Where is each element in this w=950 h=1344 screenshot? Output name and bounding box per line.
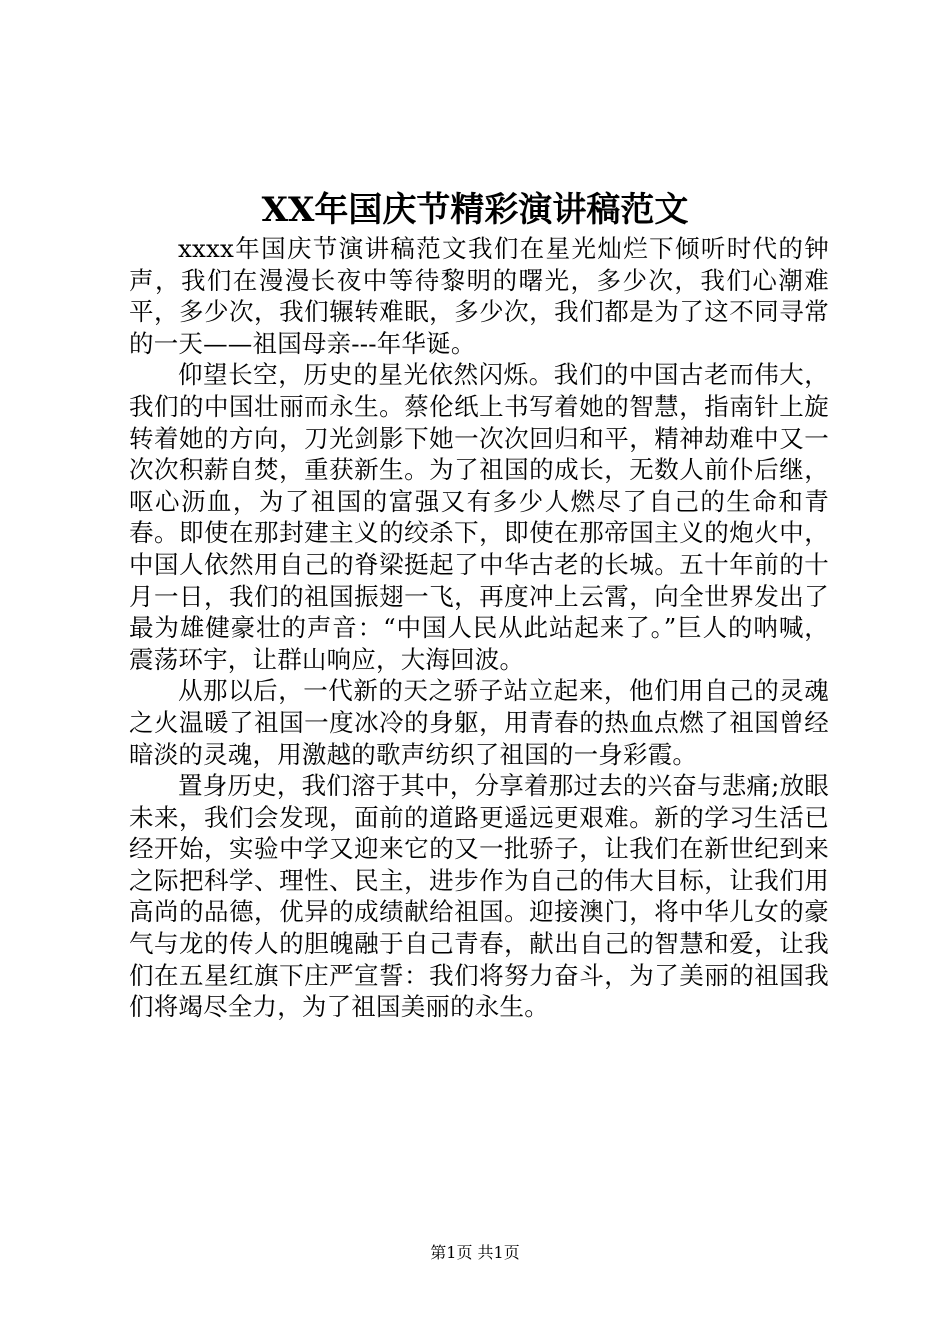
document-body (129, 233, 829, 1023)
paragraph-2: 仰望长空，历史的星光依然闪烁。我们的中国古老而伟大，我们的中国壮丽而永生。蔡伦纸上书写着她的智慧，指南针上旋转着她的方向，刀光剑影下她一次次回归和平，精神劫难中又一次次积薪自焚，重获新生。为了祖国的成长，无数人前仆后继，呕心沥血，为了祖国的富强又有多少人燃尽了自己的生命和青春。即使在那封建主义的绞杀下，即使在那帝国主义的炮火中，中国人依然用自己的脊梁挺起了中华古老的长城。五十年前的十月一日，我们的祖国振翅一飞，再度冲上云霄，向全世界发出了最为雄健豪壮的声音：“中国人民从此站起来了。”巨人的呐喊，震荡环宇，让群山响应，大海回波。 (129, 360, 829, 674)
paragraph-4: 置身历史，我们溶于其中，分享着那过去的兴奋与悲痛;放眼未来，我们会发现，面前的道路更遥远更艰难。新的学习生活已经开始，实验中学又迎来它的又一批骄子，让我们在新世纪到来之际把科学、理性、民主，进步作为自己的伟大目标，让我们用高尚的品德，优异的成绩献给祖国。迎接澳门，将中华儿女的豪气与龙的传人的胆魄融于自己青春，献出自己的智慧和爱，让我们在五星红旗下庄严宣誓：我们将努力奋斗，为了美丽的祖国我们将竭尽全力，为了祖国美丽的永生。 (129, 771, 829, 1022)
paragraph-3: 从那以后，一代新的天之骄子站立起来，他们用自己的灵魂之火温暖了祖国一度冰冷的身躯，用青春的热血点燃了祖国曾经暗淡的灵魂，用激越的歌声纺织了祖国的一身彩霞。 (129, 676, 829, 769)
document-title: XX年国庆节精彩演讲稿范文 (261, 190, 689, 230)
page-number-footer: 第1页 共1页 (430, 1243, 520, 1262)
paragraph-1: xxxx年国庆节演讲稿范文我们在星光灿烂下倾听时代的钟声，我们在漫漫长夜中等待黎明的曙光，多少次，我们心潮难平，多少次，我们辗转难眠，多少次，我们都是为了这不同寻常的一天——祖国母亲---年华诞。 (129, 234, 829, 358)
